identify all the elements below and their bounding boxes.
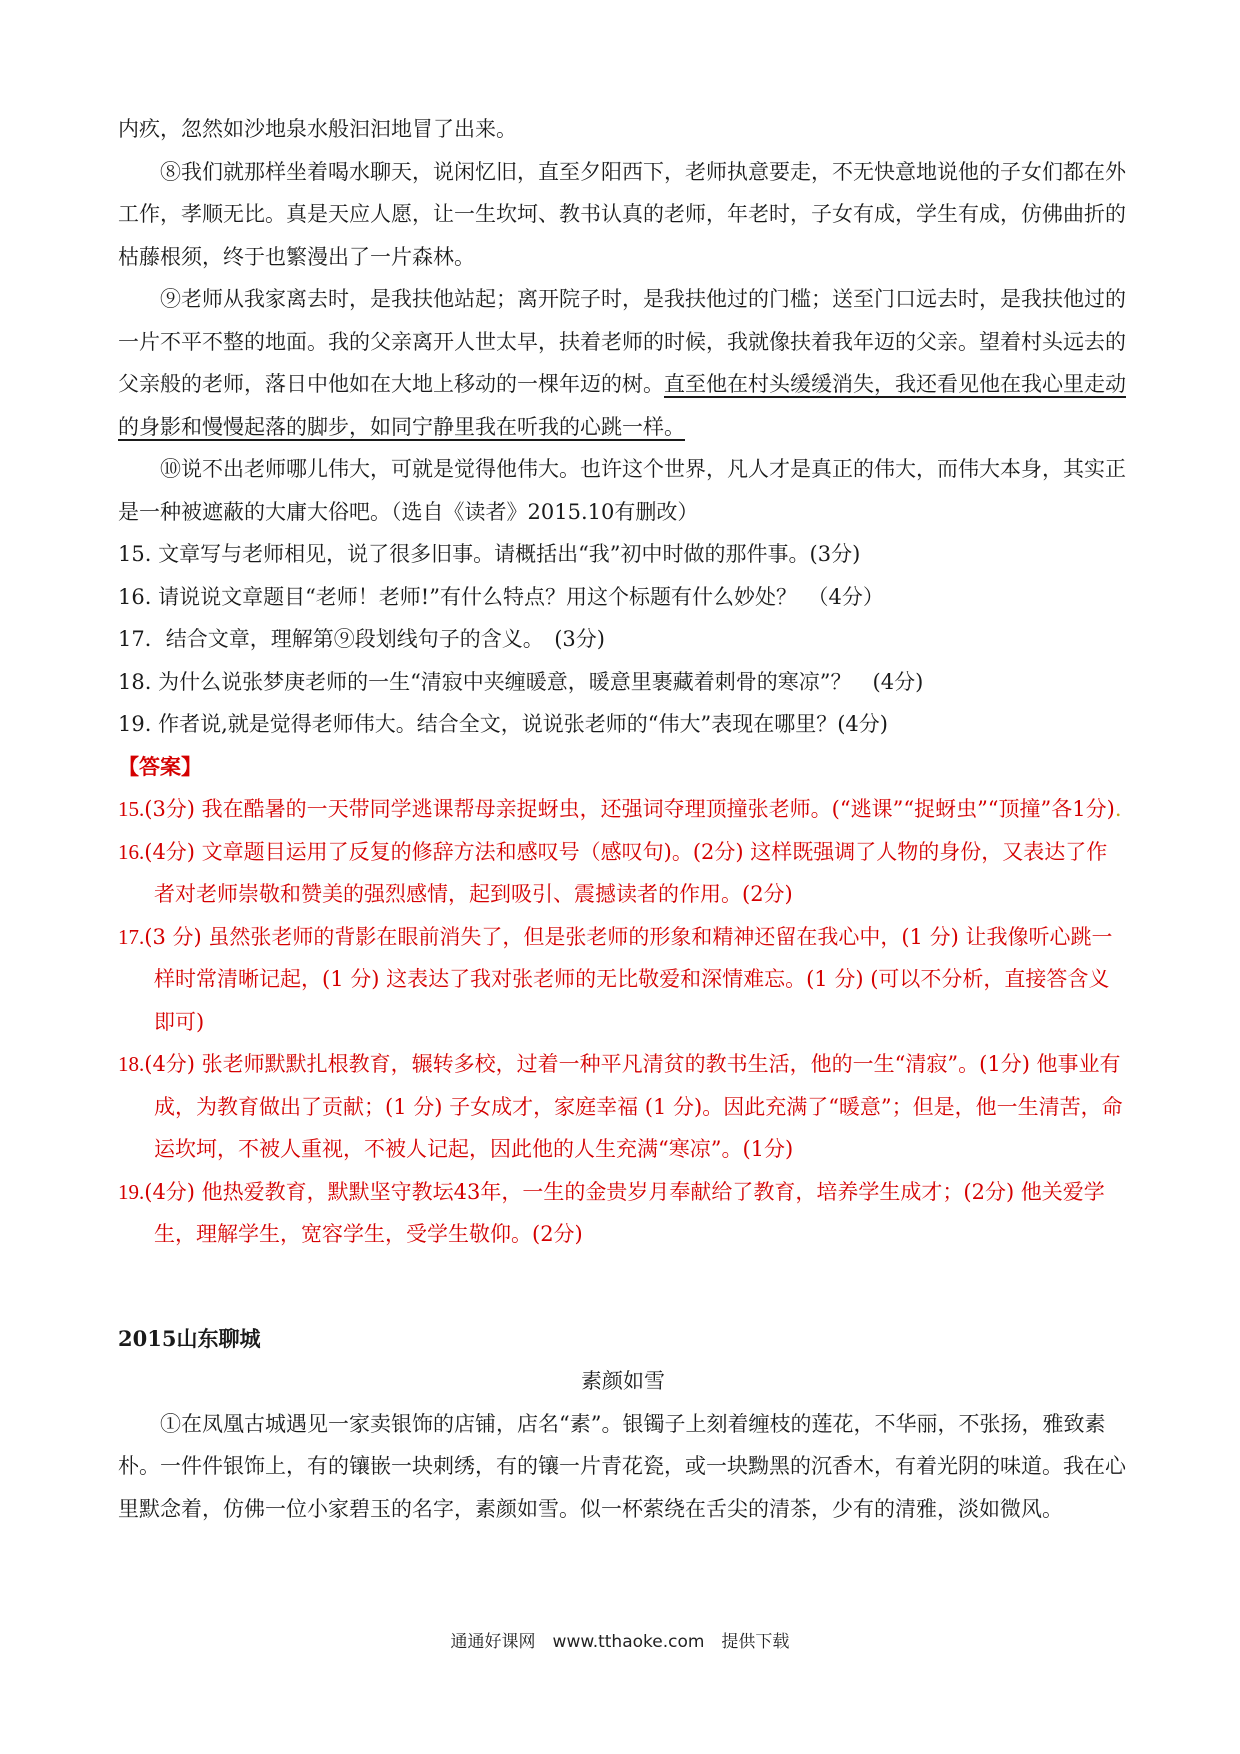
answer-18 — [118, 1043, 1128, 1171]
answer-19 — [118, 1171, 1128, 1256]
answer-15 — [118, 788, 1128, 831]
paragraph-9 — [118, 278, 1128, 448]
paragraph-10: ⑩说不出老师哪儿伟大，可就是觉得他伟大。也许这个世界，凡人才是真正的伟大，而伟大本身，其实正是一种被遮蔽的大庸大俗吧。（选自《读者》2015.10有删改） — [118, 457, 1126, 524]
answer-number: 17. — [118, 924, 145, 949]
answer-text: (4分) 文章题目运用了反复的修辞方法和感叹号（感叹句)。(2分) 这样既强调了人物的身份，又表达了作者对老师崇敬和赞美的强烈感情，起到吸引、震撼读者的作用。(2分) — [144, 839, 1108, 906]
question-16: 16. 请说说文章题目“老师！老师!”有什么特点？用这个标题有什么妙处？ （4分） — [118, 584, 884, 609]
answer-label: 【答案】 — [118, 753, 202, 779]
underlined-sentence: 直至他在村头缓缓消失，我还看见他在我心里走动的身影和慢慢起落的脚步，如同宁静里我在听我的心跳一样。 — [118, 372, 1126, 439]
article-title: 素颜如雪 — [581, 1369, 665, 1393]
answer-text: (4分) 他热爱教育，默默坚守教坛43年，一生的金贵岁月奉献给了教育，培养学生成才；(2分) 他关爱学生，理解学生，宽容学生，受学生敬仰。(2分) — [144, 1179, 1105, 1246]
question-17: 17．结合文章，理解第⑨段划线句子的含义。 (3分) — [118, 627, 605, 651]
answer-16 — [118, 831, 1128, 916]
paragraph-8: ⑧我们就那样坐着喝水聊天，说闲忆旧，直至夕阳西下，老师执意要走，不无快意地说他的子女们都在外工作，孝顺无比。真是天应人愿，让一生坎坷、教书认真的老师，年老时，子女有成，学生有成，仿佛曲折的枯藤根须，终于也繁漫出了一片森林。 — [118, 159, 1126, 269]
answer-text: (4分) 张老师默默扎根教育，辗转多校，过着一种平凡清贫的教书生活，他的一生“清寂”。(1分) 他事业有成，为教育做出了贡献；(1 分) 子女成才，家庭幸福 (1 分)。因此充满了“暖意”；但是，他一生清苦，命运坎坷，不被人重视，不被人记起，因此他的人生充满“寒凉”。(1分) — [144, 1052, 1123, 1161]
answer-number: 16. — [118, 839, 145, 864]
answer-text: (3 分) 虽然张老师的背影在眼前消失了，但是张老师的形象和精神还留在我心中，(1 分) 让我像听心跳一样时常清晰记起，(1 分) 这表达了我对张老师的无比敬爱和深情难忘。(1 分) (可以不分析，直接答含义即可) — [144, 924, 1113, 1034]
answer-tail-mark: . — [1114, 797, 1122, 821]
document-page — [118, 108, 1128, 1530]
paragraph-1: ①在凤凰古城遇见一家卖银饰的店铺，店名“素”。银镯子上刻着缠枝的莲花，不华丽，不张扬，雅致素朴。一件件银饰上，有的镶嵌一块刺绣，有的镶一片青花瓷，或一块黝黑的沉香木，有着光阴的味道。我在心里默念着，仿佛一位小家碧玉的名字，素颜如雪。似一杯萦绕在舌尖的清茶，少有的清雅，淡如微风。 — [118, 1411, 1126, 1521]
answer-17 — [118, 916, 1128, 1044]
footer-watermark: 通通好课网 www.tthaoke.com 提供下载 — [450, 1632, 790, 1652]
answer-number: 15. — [118, 797, 145, 821]
question-18: 18. 为什么说张梦庚老师的一生“清寂中夹缠暖意，暖意里裹藏着刺骨的寒凉”？ (4分) — [118, 669, 924, 694]
answer-number: 19. — [118, 1179, 145, 1204]
question-15: 15. 文章写与老师相见，说了很多旧事。请概括出“我”初中时做的那件事。(3分) — [118, 542, 861, 566]
answer-text: (3分) 我在酷暑的一天带同学逃课帮母亲捉蚜虫，还强词夺理顶撞张老师。(“逃课”“捉蚜虫”“顶撞”各1分) — [144, 797, 1115, 821]
section-heading: 2015山东聊城 — [118, 1325, 261, 1351]
paragraph-9-text: ⑨老师从我家离去时，是我扶他站起；离开院子时，是我扶他过的门槛；送至门口远去时，是我扶他过的一片不平不整的地面。我的父亲离开人世太早，扶着老师的时候，我就像扶着我年迈的父亲。望着村头远去的父亲般的老师，落日中他如在大地上移动的一棵年迈的树。 — [118, 287, 1126, 396]
answer-number: 18. — [118, 1052, 145, 1076]
question-19: 19. 作者说,就是觉得老师伟大。结合全文，说说张老师的“伟大”表现在哪里？(4分) — [118, 712, 888, 736]
paragraph-continuation: 内疚，忽然如沙地泉水般汩汩地冒了出来。 — [118, 117, 517, 141]
